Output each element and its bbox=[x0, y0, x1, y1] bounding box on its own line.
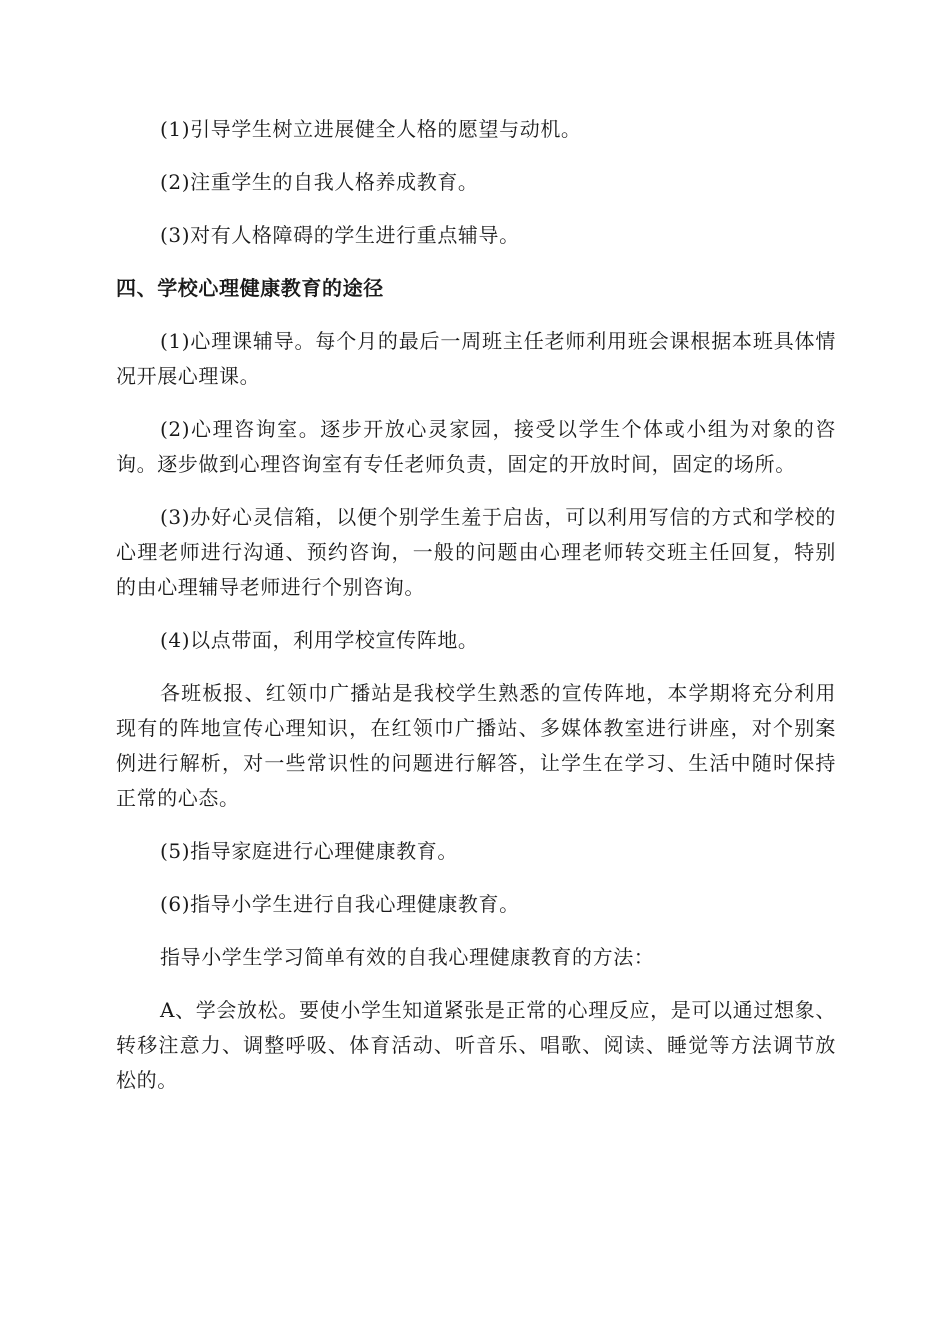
paragraph-blackboard: 各班板报、红领巾广播站是我校学生熟悉的宣传阵地，本学期将充分利用现有的阵地宣传心理知识，在红领巾广播站、多媒体教室进行讲座，对个别案例进行解析，对一些常识性的问题进行解答，让学生在学习、生活中随时保持正常的心态。 bbox=[116, 681, 836, 810]
list-item-3: (3)对有人格障碍的学生进行重点辅导。 bbox=[160, 223, 520, 247]
paragraph-self-education: (6)指导小学生进行自我心理健康教育。 bbox=[160, 892, 520, 916]
paragraph-mailbox: (3)办好心灵信箱，以便个别学生羞于启齿，可以利用写信的方式和学校的心理老师进行沟通、预约咨询，一般的问题由心理老师转交班主任回复，特别的由心理辅导老师进行个别咨询。 bbox=[116, 505, 836, 599]
paragraph-relaxation: A、学会放松。要使小学生知道紧张是正常的心理反应，是可以通过想象、转移注意力、调整呼吸、体育活动、听音乐、唱歌、阅读、睡觉等方法调节放松的。 bbox=[116, 998, 836, 1092]
paragraph-family: (5)指导家庭进行心理健康教育。 bbox=[160, 839, 458, 863]
paragraph-methods-intro: 指导小学生学习简单有效的自我心理健康教育的方法： bbox=[160, 945, 655, 969]
list-item-2: (2)注重学生的自我人格养成教育。 bbox=[160, 170, 479, 194]
paragraph-publicity: (4)以点带面，利用学校宣传阵地。 bbox=[160, 628, 479, 652]
paragraph-counseling-class: (1)心理课辅导。每个月的最后一周班主任老师利用班会课根据本班具体情况开展心理课。 bbox=[116, 329, 836, 388]
paragraph-counseling-room: (2)心理咨询室。逐步开放心灵家园，接受以学生个体或小组为对象的咨询。逐步做到心理咨询室有专任老师负责，固定的开放时间，固定的场所。 bbox=[116, 417, 836, 476]
list-item-1: (1)引导学生树立进展健全人格的愿望与动机。 bbox=[160, 117, 582, 141]
section-heading: 四、学校心理健康教育的途径 bbox=[116, 276, 384, 300]
document-body bbox=[116, 112, 836, 1116]
